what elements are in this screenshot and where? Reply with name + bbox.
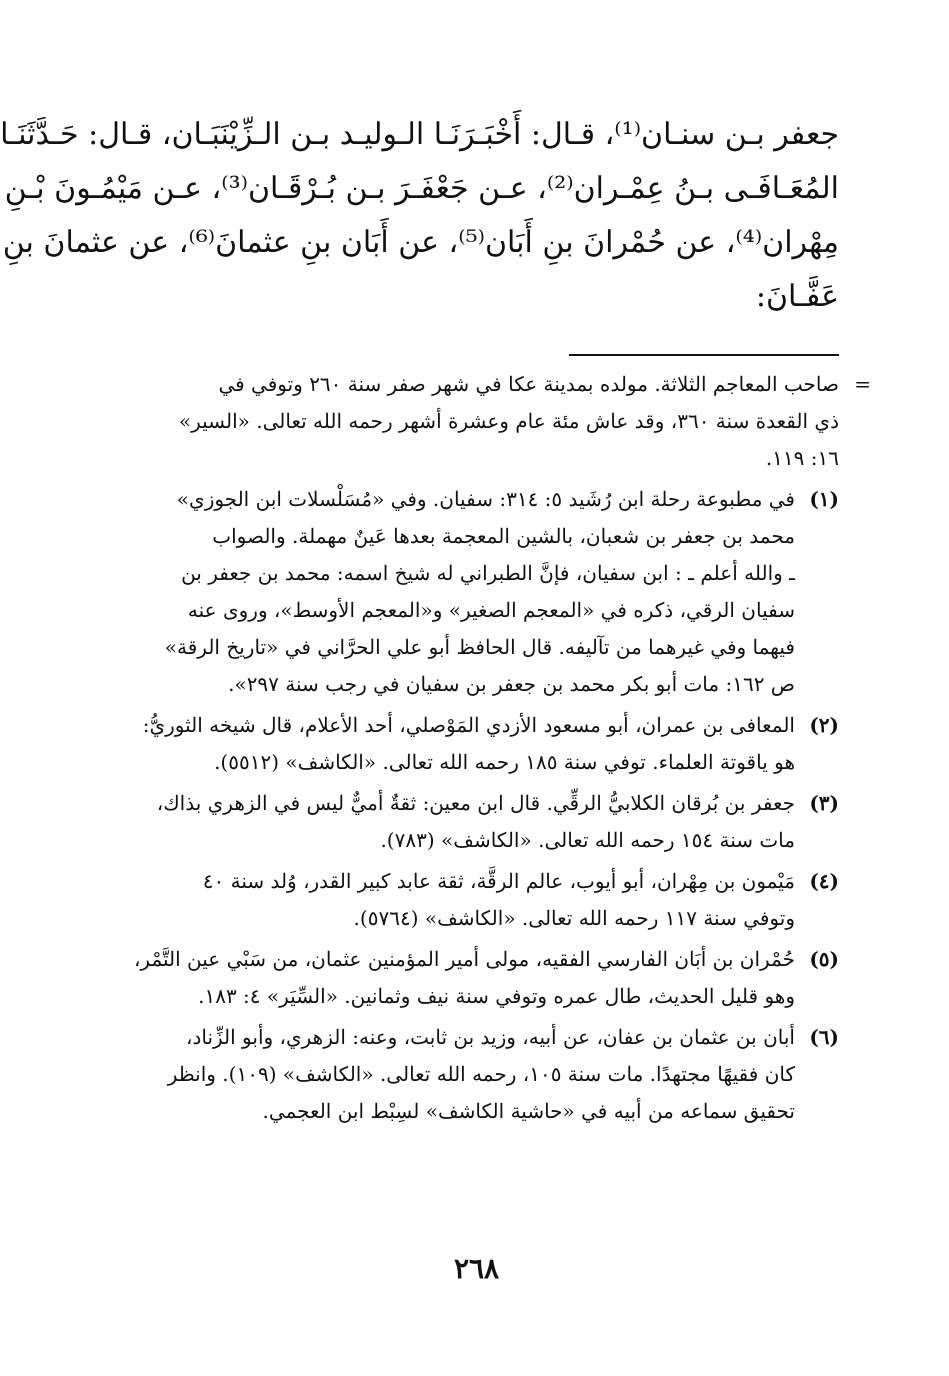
footnote-line: مَيْمون بن مِهْران، أبو أيوب، عالم الرقَّة، ثقة عابد كبير القدر، وُلد سنة ٤٠ (202, 869, 795, 893)
footnote-line: ـ والله أعلم ـ : ابن سفيان، فإنَّ الطبراني له شيخ اسمه: محمد بن جعفر بن (181, 561, 795, 585)
footnote-3 (104, 785, 839, 859)
footnote-line: أبان بن عثمان بن عفان، عن أبيه، وزيد بن ثابت، وعنه: الزهري، وأبو الزِّناد، (185, 1025, 795, 1049)
footnote-line: كان فقيهًا مجتهدًا. مات سنة ١٠٥، رحمه الله تعالى. «الكاشف» (١٠٩). وانظر (167, 1062, 795, 1086)
footnote-marker: (٢) (809, 713, 839, 737)
page-number: ٢٦٨ (453, 1252, 500, 1285)
footnote-line: ذي القعدة سنة ٣٦٠، وقد عاش مئة عام وعشرة أشهر رحمه الله تعالى. «السير» (178, 409, 839, 433)
footnote-divider (569, 354, 839, 356)
main-text-line: عَفَّـانَ: (755, 279, 839, 314)
footnote-2 (104, 707, 839, 781)
footnote-line: وتوفي سنة ١١٧ رحمه الله تعالى. «الكاشف» (٥٧٦٤). (353, 906, 795, 930)
footnote-1 (104, 481, 839, 703)
footnote-line: سفيان الرقي، ذكره في «المعجم الصغير» و«المعجم الأوسط»، وروى عنه (187, 598, 795, 622)
main-text-line: جعفر بـن سنـان⁽¹⁾، قـال: أَخْبَـرَنَـا الـوليـد بـن الـزِّيْنَبَـان، قـال: حَـدَّثَنَـا (0, 117, 839, 152)
footnotes (104, 366, 871, 1130)
footnote-line: هو ياقوتة العلماء. توفي سنة ١٨٥ رحمه الله تعالى. «الكاشف» (٥٥١٢). (214, 750, 795, 774)
footnote-marker: (٦) (809, 1025, 839, 1049)
main-text-line: المُعَـافَـى بـنُ عِمْـران⁽²⁾، عـن جَعْفَـرَ بـن بُـرْقَـان⁽³⁾، عـن مَيْمُـونَ بْـنِ (4, 171, 839, 206)
footnote-4 (104, 863, 839, 937)
main-text (0, 108, 839, 324)
footnote-line: ص ١٦٢: مات أبو بكر محمد بن جعفر بن سفيان في رجب سنة ٢٩٧». (228, 672, 795, 696)
footnote-5 (104, 941, 839, 1015)
page-content (0, 108, 871, 1134)
footnote-line: في مطبوعة رحلة ابن رُشَيد ٥: ٣١٤: سفيان. وفي «مُسَلْسلات ابن الجوزي» (176, 487, 795, 511)
main-text-line: مِهْران⁽⁴⁾، عن حُمْرانَ بنِ أَبَان⁽⁵⁾، عن أَبَان بنِ عثمانَ⁽⁶⁾، عن عثمانَ بنِ (2, 225, 839, 260)
footnote-line: محمد بن جعفر بن شعبان، بالشين المعجمة بعدها عَينٌ مهملة. والصواب (212, 524, 795, 548)
footnote-line: صاحب المعاجم الثلاثة. مولده بمدينة عكا في شهر صفر سنة ٢٦٠ وتوفي في (218, 372, 839, 396)
footnote-line: مات سنة ١٥٤ رحمه الله تعالى. «الكاشف» (٧٨٣). (380, 828, 795, 852)
footnote-6 (104, 1019, 839, 1130)
footnote-marker: (٤) (809, 869, 839, 893)
footnote-line: المعافى بن عمران، أبو مسعود الأزدي المَوْصلي، أحد الأعلام، قال شيخه الثوريُّ: (142, 713, 795, 737)
continuation-marker: = (854, 372, 871, 396)
footnote-continuation (104, 366, 871, 477)
footnote-marker: (١) (809, 487, 839, 511)
footnote-line: وهو قليل الحديث، طال عمره وتوفي سنة نيف وثمانين. «السِّيَر» ٤: ١٨٣. (198, 984, 795, 1008)
footnote-line: تحقيق سماعه من أبيه في «حاشية الكاشف» لسِبْط ابن العجمي. (262, 1099, 795, 1123)
footnote-line: ١٦: ١١٩. (765, 446, 839, 470)
footnote-line: حُمْران بن أبَان الفارسي الفقيه، مولى أمير المؤمنين عثمان، من سَبْي عين التَّمْر، (133, 947, 795, 971)
footnote-marker: (٣) (809, 791, 839, 815)
footnote-line: جعفر بن بُرقان الكلابيُّ الرقِّي. قال ابن معين: ثقةٌ أميٌّ ليس في الزهري بذاك، (156, 791, 795, 815)
footnote-line: فيهما وفي غيرهما من تآليفه. قال الحافظ أبو علي الحرَّاني في «تاريخ الرقة» (164, 635, 795, 659)
footnote-marker: (٥) (809, 947, 839, 971)
